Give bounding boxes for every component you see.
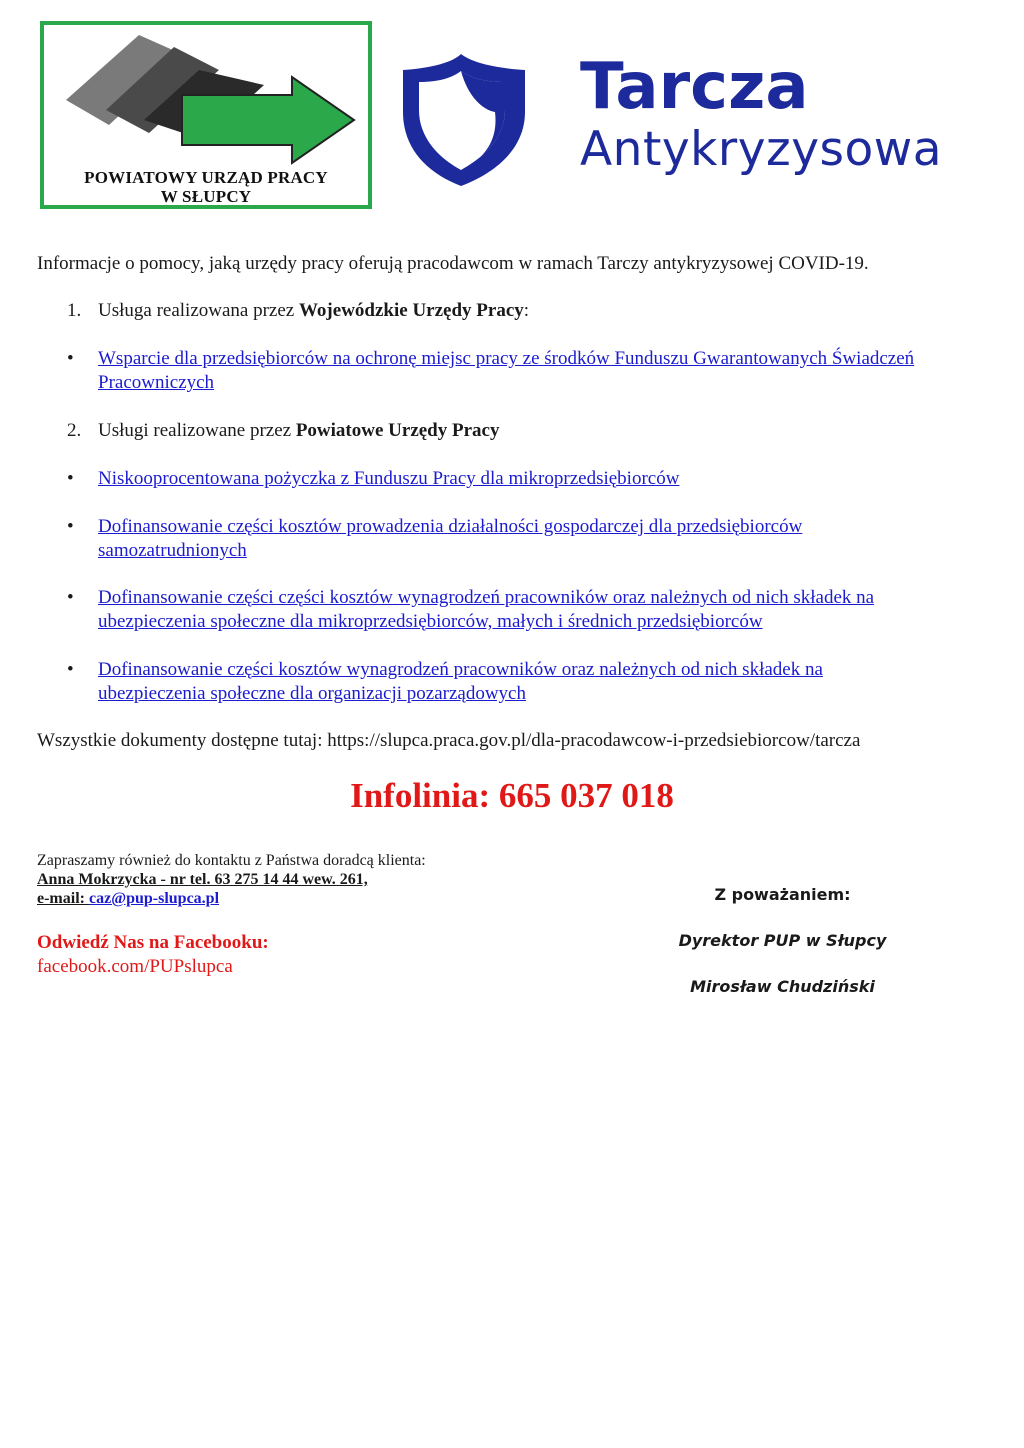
- bullet: •: [67, 587, 74, 608]
- contact-block: [37, 851, 426, 908]
- facebook-title: Odwiedź Nas na Facebooku:: [37, 932, 269, 953]
- tarcza-title: Tarcza: [580, 50, 809, 124]
- section-1-bold: Wojewódzkie Urzędy Pracy: [298, 300, 524, 321]
- link-line: Dofinansowanie części kosztów prowadzenia działalności gospodarczej dla przedsiębiorców: [98, 516, 803, 537]
- link-line: samozatrudnionych: [98, 540, 247, 561]
- link-samozatrudnieni[interactable]: [98, 515, 993, 563]
- section-2-heading: [67, 419, 499, 443]
- tarcza-shield-icon: [393, 52, 529, 188]
- bullet: •: [67, 468, 74, 489]
- tarcza-subtitle: Antykryzysowa: [580, 122, 943, 177]
- pup-logo-line1: POWIATOWY URZĄD PRACY: [84, 168, 328, 187]
- section-2-prefix: Usługi realizowane przez: [98, 420, 296, 441]
- link-line: Pracowniczych: [98, 372, 215, 393]
- signature-position: Dyrektor PUP w Słupcy: [678, 931, 887, 950]
- facebook-link[interactable]: facebook.com/PUPslupca: [37, 956, 233, 977]
- section-1-number: 1.: [67, 300, 82, 321]
- email-label: e-mail:: [37, 890, 89, 907]
- pup-logo-line2: W SŁUPCY: [160, 187, 252, 206]
- section-1-prefix: Usługa realizowana przez: [98, 300, 299, 321]
- signature-greeting: Z poważaniem:: [714, 885, 851, 904]
- intro-paragraph: Informacje o pomocy, jaką urzędy pracy oferują pracodawcom w ramach Tarczy antykryzysowej COVID-19.: [37, 253, 869, 274]
- link-organizacje-pozarzadowe[interactable]: [98, 658, 993, 706]
- link-pozyczka[interactable]: [98, 467, 993, 491]
- infolinia-phone: Infolinia: 665 037 018: [350, 776, 674, 815]
- signature-name: Mirosław Chudziński: [690, 977, 875, 996]
- link-mikro-mali-sredni[interactable]: [98, 586, 993, 634]
- section-1-heading: [67, 299, 529, 323]
- link-line: Dofinansowanie części części kosztów wynagrodzeń pracowników oraz należnych od nich składek na: [98, 587, 875, 608]
- pup-logo-text: [44, 168, 368, 206]
- link-line: Wsparcie dla przedsiębiorców na ochronę miejsc pracy ze środków Funduszu Gwarantowanych Świadczeń: [98, 348, 915, 369]
- pup-logo: [40, 21, 372, 209]
- bullet: •: [67, 348, 74, 369]
- contact-person: Anna Mokrzycka - nr tel. 63 275 14 44 wew. 261,: [37, 871, 368, 888]
- bullet: •: [67, 659, 74, 680]
- link-line: ubezpieczenia społeczne dla mikroprzedsiębiorców, małych i średnich przedsiębiorców: [98, 611, 763, 632]
- contact-intro: Zapraszamy również do kontaktu z Państwa doradcą klienta:: [37, 852, 426, 869]
- email-link[interactable]: caz@pup-slupca.pl: [88, 890, 220, 907]
- link-line: ubezpieczenia społeczne dla organizacji pozarządowych: [98, 683, 526, 704]
- link-wsparcie-fgsp[interactable]: [98, 347, 993, 395]
- link-line: Dofinansowanie części kosztów wynagrodzeń pracowników oraz należnych od nich składek na: [98, 659, 823, 680]
- bullet: •: [67, 516, 74, 537]
- section-1-suffix: :: [523, 300, 530, 321]
- section-2-bold: Powiatowe Urzędy Pracy: [295, 420, 500, 441]
- section-2-number: 2.: [67, 420, 82, 441]
- contact-email-line: [37, 889, 426, 908]
- link-line: Niskooprocentowana pożyczka z Funduszu Pracy dla mikroprzedsiębiorców: [98, 468, 680, 489]
- all-documents-text: Wszystkie dokumenty dostępne tutaj: https://slupca.praca.gov.pl/dla-pracodawcow-i-przedsiebiorcow/tarcza: [37, 730, 861, 751]
